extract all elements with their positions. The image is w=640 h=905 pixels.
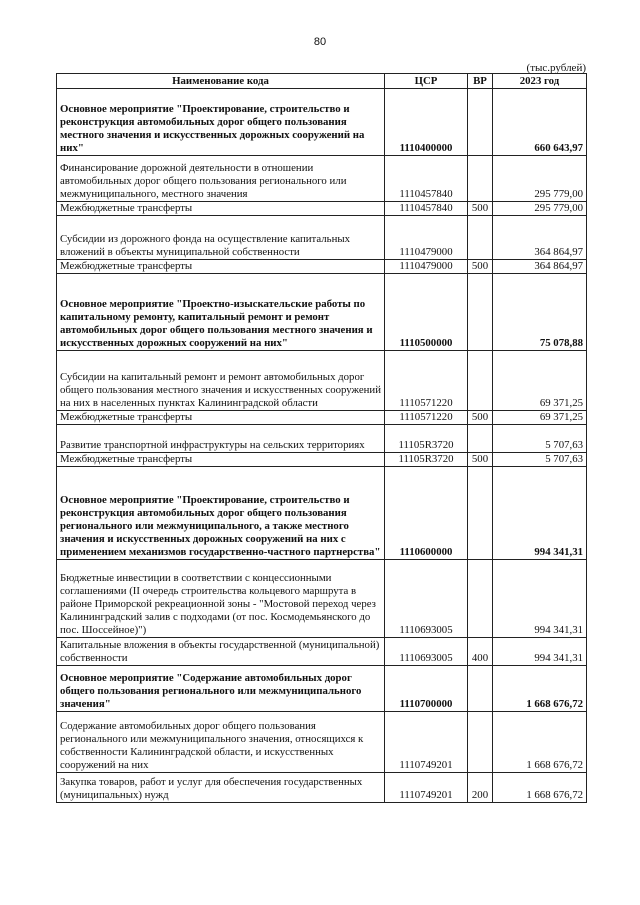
row-amount: 994 341,31 xyxy=(493,467,587,560)
row-name: Основное мероприятие "Содержание автомобильных дорог общего пользования регионального или межмуниципального значения" xyxy=(57,666,385,712)
units-label: (тыс.рублей) xyxy=(526,62,586,74)
header-name: Наименование кода xyxy=(57,74,385,89)
row-amount: 1 668 676,72 xyxy=(493,773,587,803)
row-name: Содержание автомобильных дорог общего пользования регионального или межмуниципального значения, относящихся к собственности Калининградской области, и искусственных сооружений на них xyxy=(57,712,385,773)
row-csr: 1110400000 xyxy=(385,89,468,156)
row-vr: 500 xyxy=(468,202,493,216)
row-name: Субсидии на капитальный ремонт и ремонт автомобильных дорог общего пользования местного значения и искусственных сооружений на них в населенных пунктах Калининградской области xyxy=(57,351,385,411)
row-csr: 11105R3720 xyxy=(385,453,468,467)
row-vr xyxy=(468,216,493,260)
table-header-row xyxy=(57,74,587,89)
table-row xyxy=(57,260,587,274)
row-amount: 295 779,00 xyxy=(493,156,587,202)
row-csr: 1110700000 xyxy=(385,666,468,712)
table-row xyxy=(57,712,587,773)
header-amount: 2023 год xyxy=(493,74,587,89)
row-csr: 1110571220 xyxy=(385,351,468,411)
row-csr: 1110749201 xyxy=(385,712,468,773)
row-vr xyxy=(468,425,493,453)
row-csr: 1110479000 xyxy=(385,216,468,260)
table-row xyxy=(57,425,587,453)
row-name: Финансирование дорожной деятельности в отношении автомобильных дорог общего пользования регионального или межмуниципального, местного значения xyxy=(57,156,385,202)
table-row xyxy=(57,202,587,216)
row-amount: 69 371,25 xyxy=(493,351,587,411)
row-amount: 364 864,97 xyxy=(493,260,587,274)
row-amount: 5 707,63 xyxy=(493,453,587,467)
row-vr xyxy=(468,351,493,411)
row-name: Развитие транспортной инфраструктуры на сельских территориях xyxy=(57,425,385,453)
row-vr: 500 xyxy=(468,453,493,467)
row-vr xyxy=(468,89,493,156)
table-row xyxy=(57,351,587,411)
row-name: Бюджетные инвестиции в соответствии с концессионными соглашениями (II очередь строительства кольцевого маршрута в районе Приморской рекреационной зоны - "Мостовой переход через Калининградский залив с подходами (от пос. Космодемьянского до пос. Шоссейное)") xyxy=(57,560,385,638)
row-csr: 1110479000 xyxy=(385,260,468,274)
row-amount: 364 864,97 xyxy=(493,216,587,260)
table-row xyxy=(57,274,587,351)
row-csr: 11105R3720 xyxy=(385,425,468,453)
row-name: Основное мероприятие "Проектирование, строительство и реконструкция автомобильных дорог общего пользования местного значения и искусственных дорожных сооружений на них" xyxy=(57,89,385,156)
row-csr: 1110571220 xyxy=(385,411,468,425)
row-csr: 1110693005 xyxy=(385,638,468,666)
table-row xyxy=(57,560,587,638)
table-row xyxy=(57,411,587,425)
table-row xyxy=(57,216,587,260)
row-name: Основное мероприятие "Проектирование, строительство и реконструкция автомобильных дорог общего пользования регионального или межмуниципального, а также местного значения и искусственных дорожных сооружений на них с применением механизмов государственно-частного партнерства" xyxy=(57,467,385,560)
row-name: Межбюджетные трансферты xyxy=(57,453,385,467)
table-row xyxy=(57,773,587,803)
table-row xyxy=(57,156,587,202)
row-amount: 994 341,31 xyxy=(493,560,587,638)
row-csr: 1110457840 xyxy=(385,202,468,216)
table-row xyxy=(57,666,587,712)
row-csr: 1110500000 xyxy=(385,274,468,351)
row-vr xyxy=(468,666,493,712)
row-name: Межбюджетные трансферты xyxy=(57,202,385,216)
header-csr: ЦСР xyxy=(385,74,468,89)
row-amount: 69 371,25 xyxy=(493,411,587,425)
row-name: Субсидии из дорожного фонда на осуществление капитальных вложений в объекты муниципальной собственности xyxy=(57,216,385,260)
table-row xyxy=(57,638,587,666)
table-row xyxy=(57,89,587,156)
row-csr: 1110749201 xyxy=(385,773,468,803)
row-vr xyxy=(468,274,493,351)
row-vr: 500 xyxy=(468,260,493,274)
row-name: Капитальные вложения в объекты государственной (муниципальной) собственности xyxy=(57,638,385,666)
row-vr: 400 xyxy=(468,638,493,666)
row-name: Основное мероприятие "Проектно-изыскательские работы по капитальному ремонту, капитальный ремонт и ремонт автомобильных дорог общего пользования местного значения и искусственных дорожных сооружений на них" xyxy=(57,274,385,351)
row-amount: 1 668 676,72 xyxy=(493,666,587,712)
row-vr xyxy=(468,467,493,560)
row-amount: 75 078,88 xyxy=(493,274,587,351)
row-amount: 994 341,31 xyxy=(493,638,587,666)
row-amount: 295 779,00 xyxy=(493,202,587,216)
row-vr xyxy=(468,156,493,202)
row-vr xyxy=(468,560,493,638)
row-csr: 1110693005 xyxy=(385,560,468,638)
row-amount: 1 668 676,72 xyxy=(493,712,587,773)
table-row xyxy=(57,453,587,467)
row-vr: 200 xyxy=(468,773,493,803)
table-row xyxy=(57,467,587,560)
row-vr: 500 xyxy=(468,411,493,425)
page-number: 80 xyxy=(313,36,327,48)
row-name: Межбюджетные трансферты xyxy=(57,260,385,274)
budget-table xyxy=(56,73,587,803)
row-csr: 1110457840 xyxy=(385,156,468,202)
row-csr: 1110600000 xyxy=(385,467,468,560)
row-name: Межбюджетные трансферты xyxy=(57,411,385,425)
row-amount: 660 643,97 xyxy=(493,89,587,156)
header-vr: ВР xyxy=(468,74,493,89)
row-name: Закупка товаров, работ и услуг для обеспечения государственных (муниципальных) нужд xyxy=(57,773,385,803)
row-vr xyxy=(468,712,493,773)
row-amount: 5 707,63 xyxy=(493,425,587,453)
